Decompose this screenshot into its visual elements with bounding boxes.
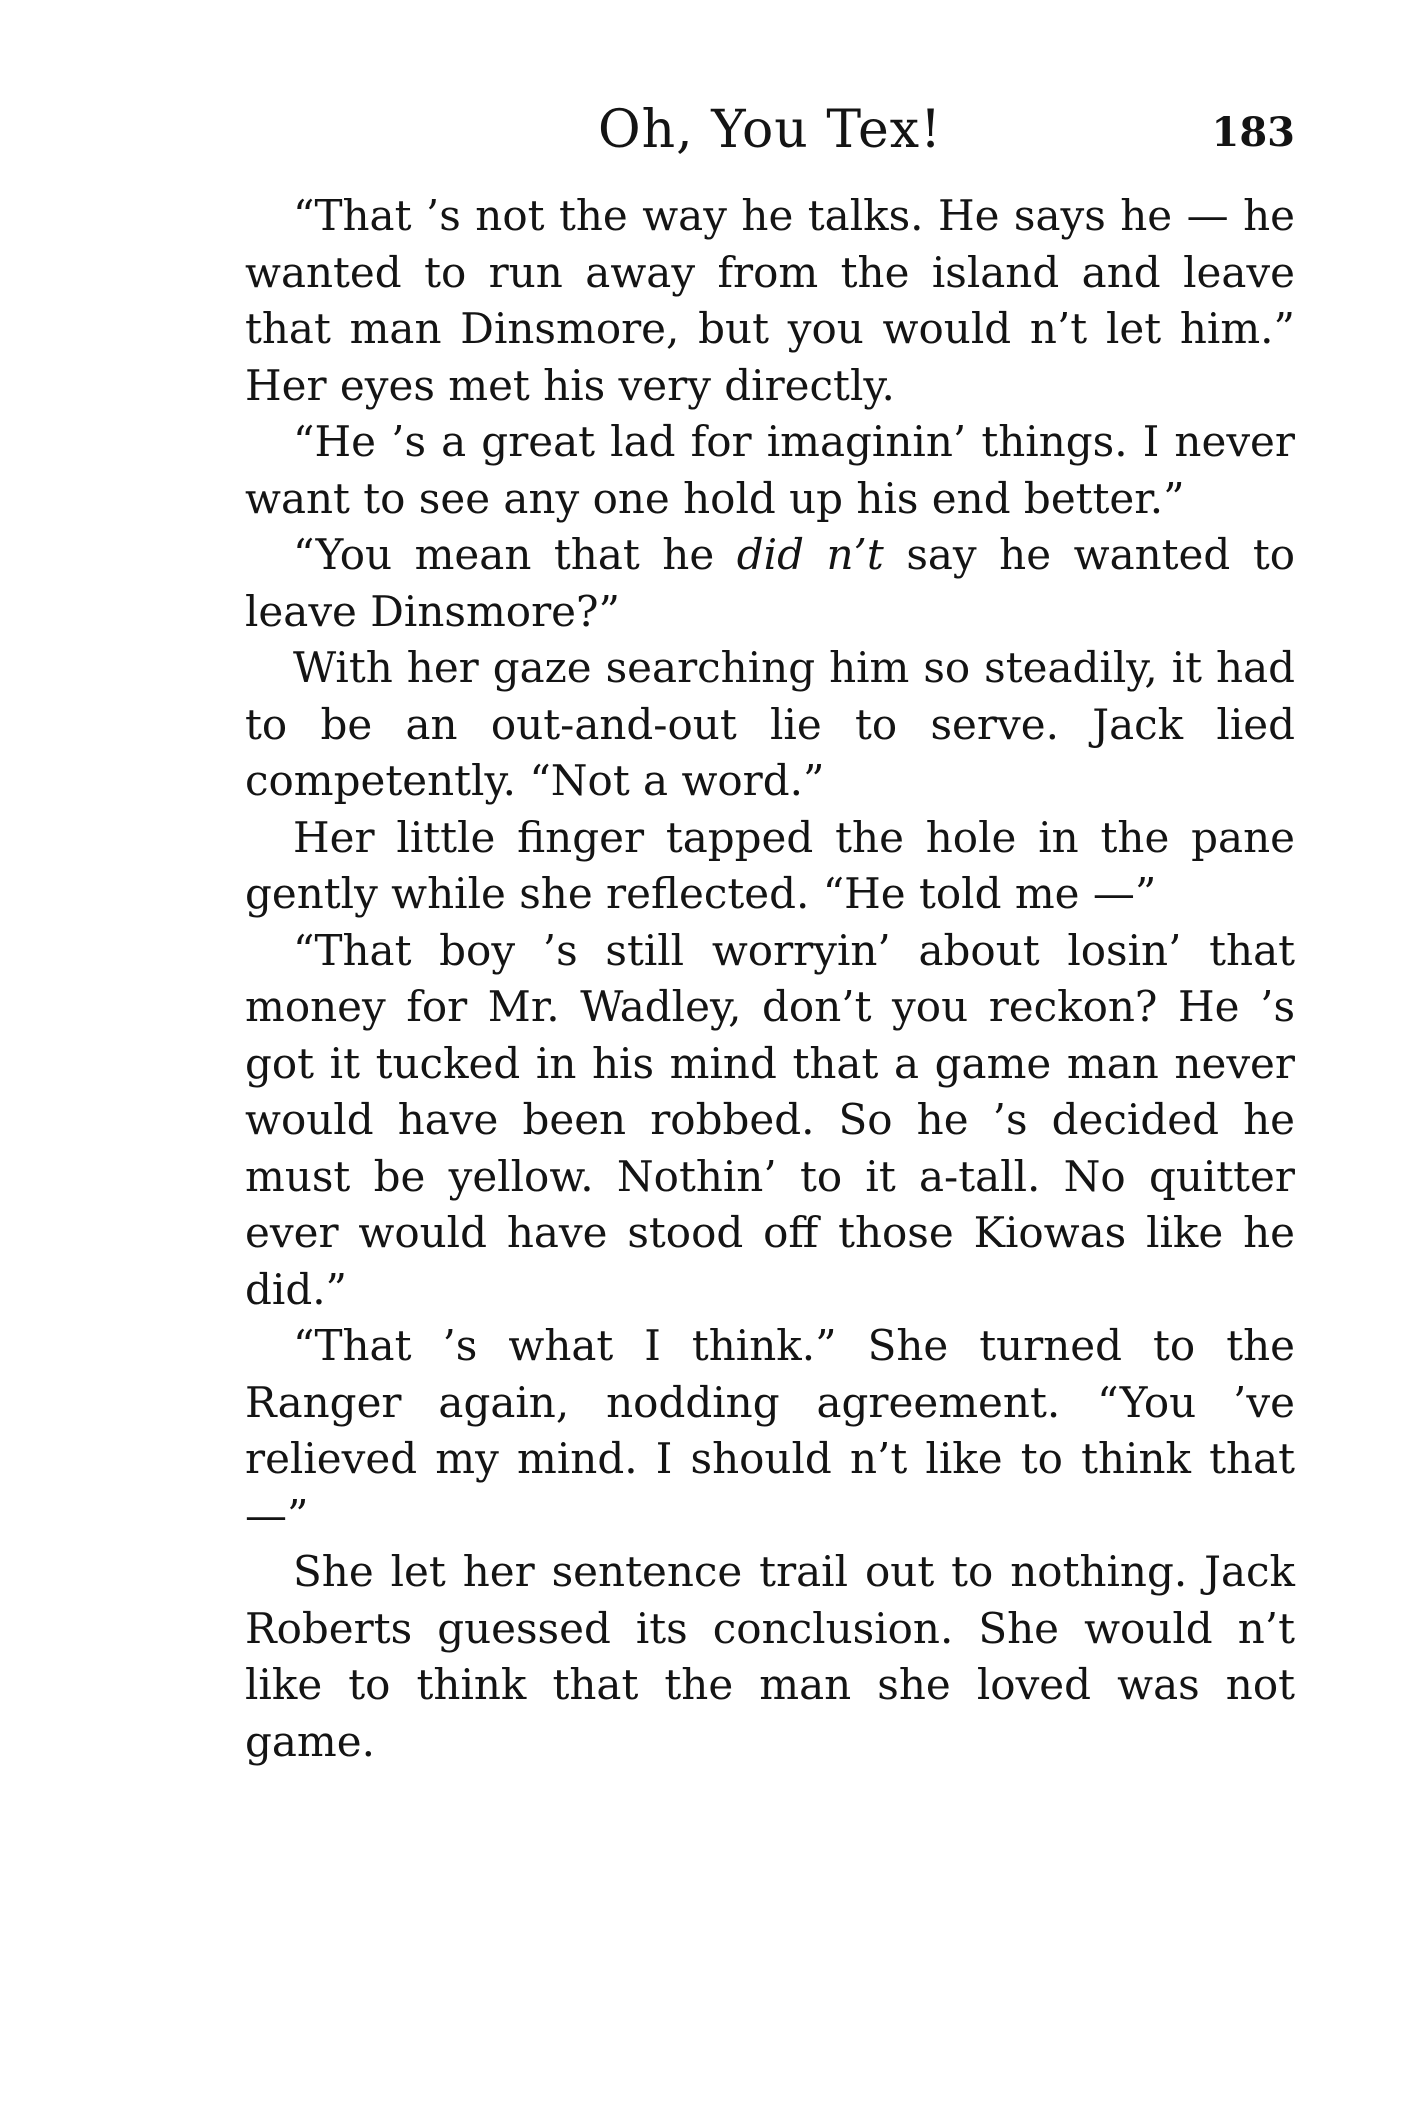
paragraph-3-before: “You mean that he (293, 530, 737, 579)
paragraph-1: “That ’s not the way he talks. He says he — he wanted to run away from the island and leave that man Dinsmore, but you would n’t let him.” Her eyes met his very directly. (245, 191, 1295, 410)
running-title: Oh, You Tex! (598, 100, 942, 160)
paragraph-7: “That ’s what I think.” She turned to the Ranger again, nodding agreement. “You ’ve relieved my mind. I should n’t like to think that —” (245, 1321, 1295, 1540)
paragraph-4: With her gaze searching him so steadily, it had to be an out-and-out lie to serve. Jack lied competently. “Not a word.” (245, 643, 1295, 805)
body-text (245, 188, 1295, 1770)
paragraph-2: “He ’s a great lad for imaginin’ things. I never want to see any one hold up his end better.” (245, 417, 1295, 523)
page-number: 183 (1211, 109, 1295, 156)
paragraph-3-emphasis: did n’t (736, 530, 884, 579)
paragraph-3 (245, 527, 1295, 640)
paragraph-5: Her little finger tapped the hole in the pane gently while she reflected. “He told me —” (245, 812, 1295, 918)
paragraph-3-after: say he wanted to leave Dinsmore?” (245, 530, 1295, 636)
paragraph-6: “That boy ’s still worryin’ about losin’ that money for Mr. Wadley, don’t you reckon? He ’s got it tucked in his mind that a game man never would have been robbed. So he ’s decided he must be yellow. Nothin’ to it a-tall. No quitter ever would have stood off those Kiowas like he did.” (245, 925, 1295, 1314)
page-header (245, 95, 1295, 165)
paragraph-8: She let her sentence trail out to nothing. Jack Roberts guessed its conclusion. She would n’t like to think that the man she loved was not game. (245, 1547, 1295, 1766)
